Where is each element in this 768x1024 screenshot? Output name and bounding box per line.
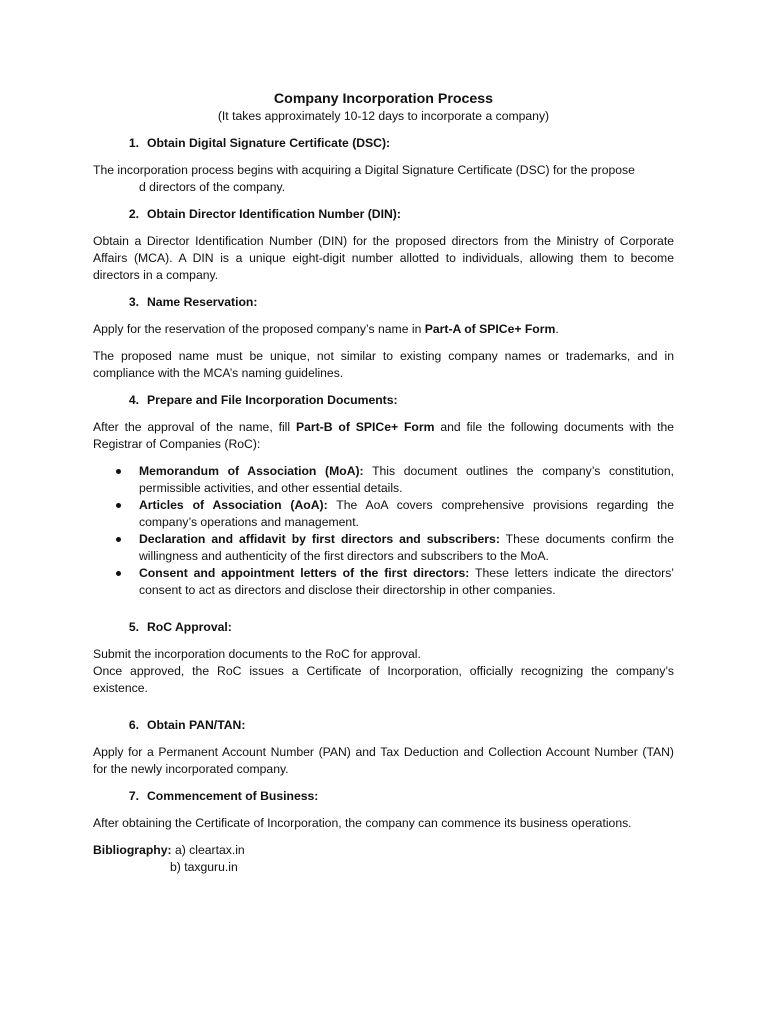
step-4-text: After the approval of the name, fill Part-B of SPICe+ Form and file the following documents with the Registrar of Companies (RoC):	[93, 420, 675, 451]
step-heading-1: 1. Obtain Digital Signature Certificate (DSC):	[128, 136, 391, 150]
step-heading-2: 2. Obtain Director Identification Number (DIN):	[128, 207, 401, 221]
bullet-icon	[93, 565, 139, 599]
step-3-text: Apply for the reservation of the proposed company’s name in Part-A of SPICe+ Form.	[93, 322, 559, 336]
document-content	[93, 90, 674, 876]
page-subtitle: (It takes approximately 10-12 days to incorporate a company)	[217, 109, 550, 123]
bibliography	[93, 842, 674, 876]
step-5-text: Submit the incorporation documents to the RoC for approval.	[93, 647, 421, 661]
bullet-icon	[93, 463, 139, 497]
bullet-icon	[93, 531, 139, 565]
list-item: Consent and appointment letters of the first directors: These letters indicate the directors’ consent to act as directors and disclose their directorship in other companies.	[93, 565, 674, 599]
list-item: Articles of Association (AoA): The AoA covers comprehensive provisions regarding the company’s operations and management.	[93, 497, 674, 531]
bibliography-entry: b) taxguru.in	[170, 860, 238, 874]
step-3-text-2: The proposed name must be unique, not similar to existing company names or trademarks, and in compliance with the MCA’s naming guidelines.	[93, 349, 674, 380]
step-6-text: Apply for a Permanent Account Number (PAN) and Tax Deduction and Collection Account Number (TAN) for the newly incorporated company.	[93, 745, 674, 776]
bibliography-label: Bibliography:	[93, 843, 172, 857]
bibliography-entry: a) cleartax.in	[174, 843, 245, 857]
step-5-text-2: Once approved, the RoC issues a Certificate of Incorporation, officially recognizing the company’s existence.	[93, 664, 674, 695]
documents-list	[93, 463, 674, 599]
list-item: Memorandum of Association (MoA): This document outlines the company’s constitution, permissible activities, and other essential details.	[93, 463, 674, 497]
step-heading-7: 7. Commencement of Business:	[128, 789, 319, 803]
page-title: Company Incorporation Process	[273, 91, 494, 107]
step-heading-3: 3. Name Reservation:	[128, 295, 258, 309]
step-1-text: The incorporation process begins with acquiring a Digital Signature Certificate (DSC) for the propose d directors of the company.	[93, 163, 635, 194]
step-heading-4: 4. Prepare and File Incorporation Documents:	[128, 393, 398, 407]
step-7-text: After obtaining the Certificate of Incorporation, the company can commence its business operations.	[93, 816, 632, 830]
step-2-text: Obtain a Director Identification Number (DIN) for the proposed directors from the Ministry of Corporate Affairs (MCA). A DIN is a unique eight-digit number allotted to individuals, allowing them to become directors in a company.	[93, 234, 674, 282]
list-item: Declaration and affidavit by first directors and subscribers: These documents confirm the willingness and authenticity of the first directors and subscribers to the MoA.	[93, 531, 674, 565]
step-heading-6: 6. Obtain PAN/TAN:	[128, 718, 246, 732]
step-heading-5: 5. RoC Approval:	[128, 620, 232, 634]
bullet-icon	[93, 497, 139, 531]
